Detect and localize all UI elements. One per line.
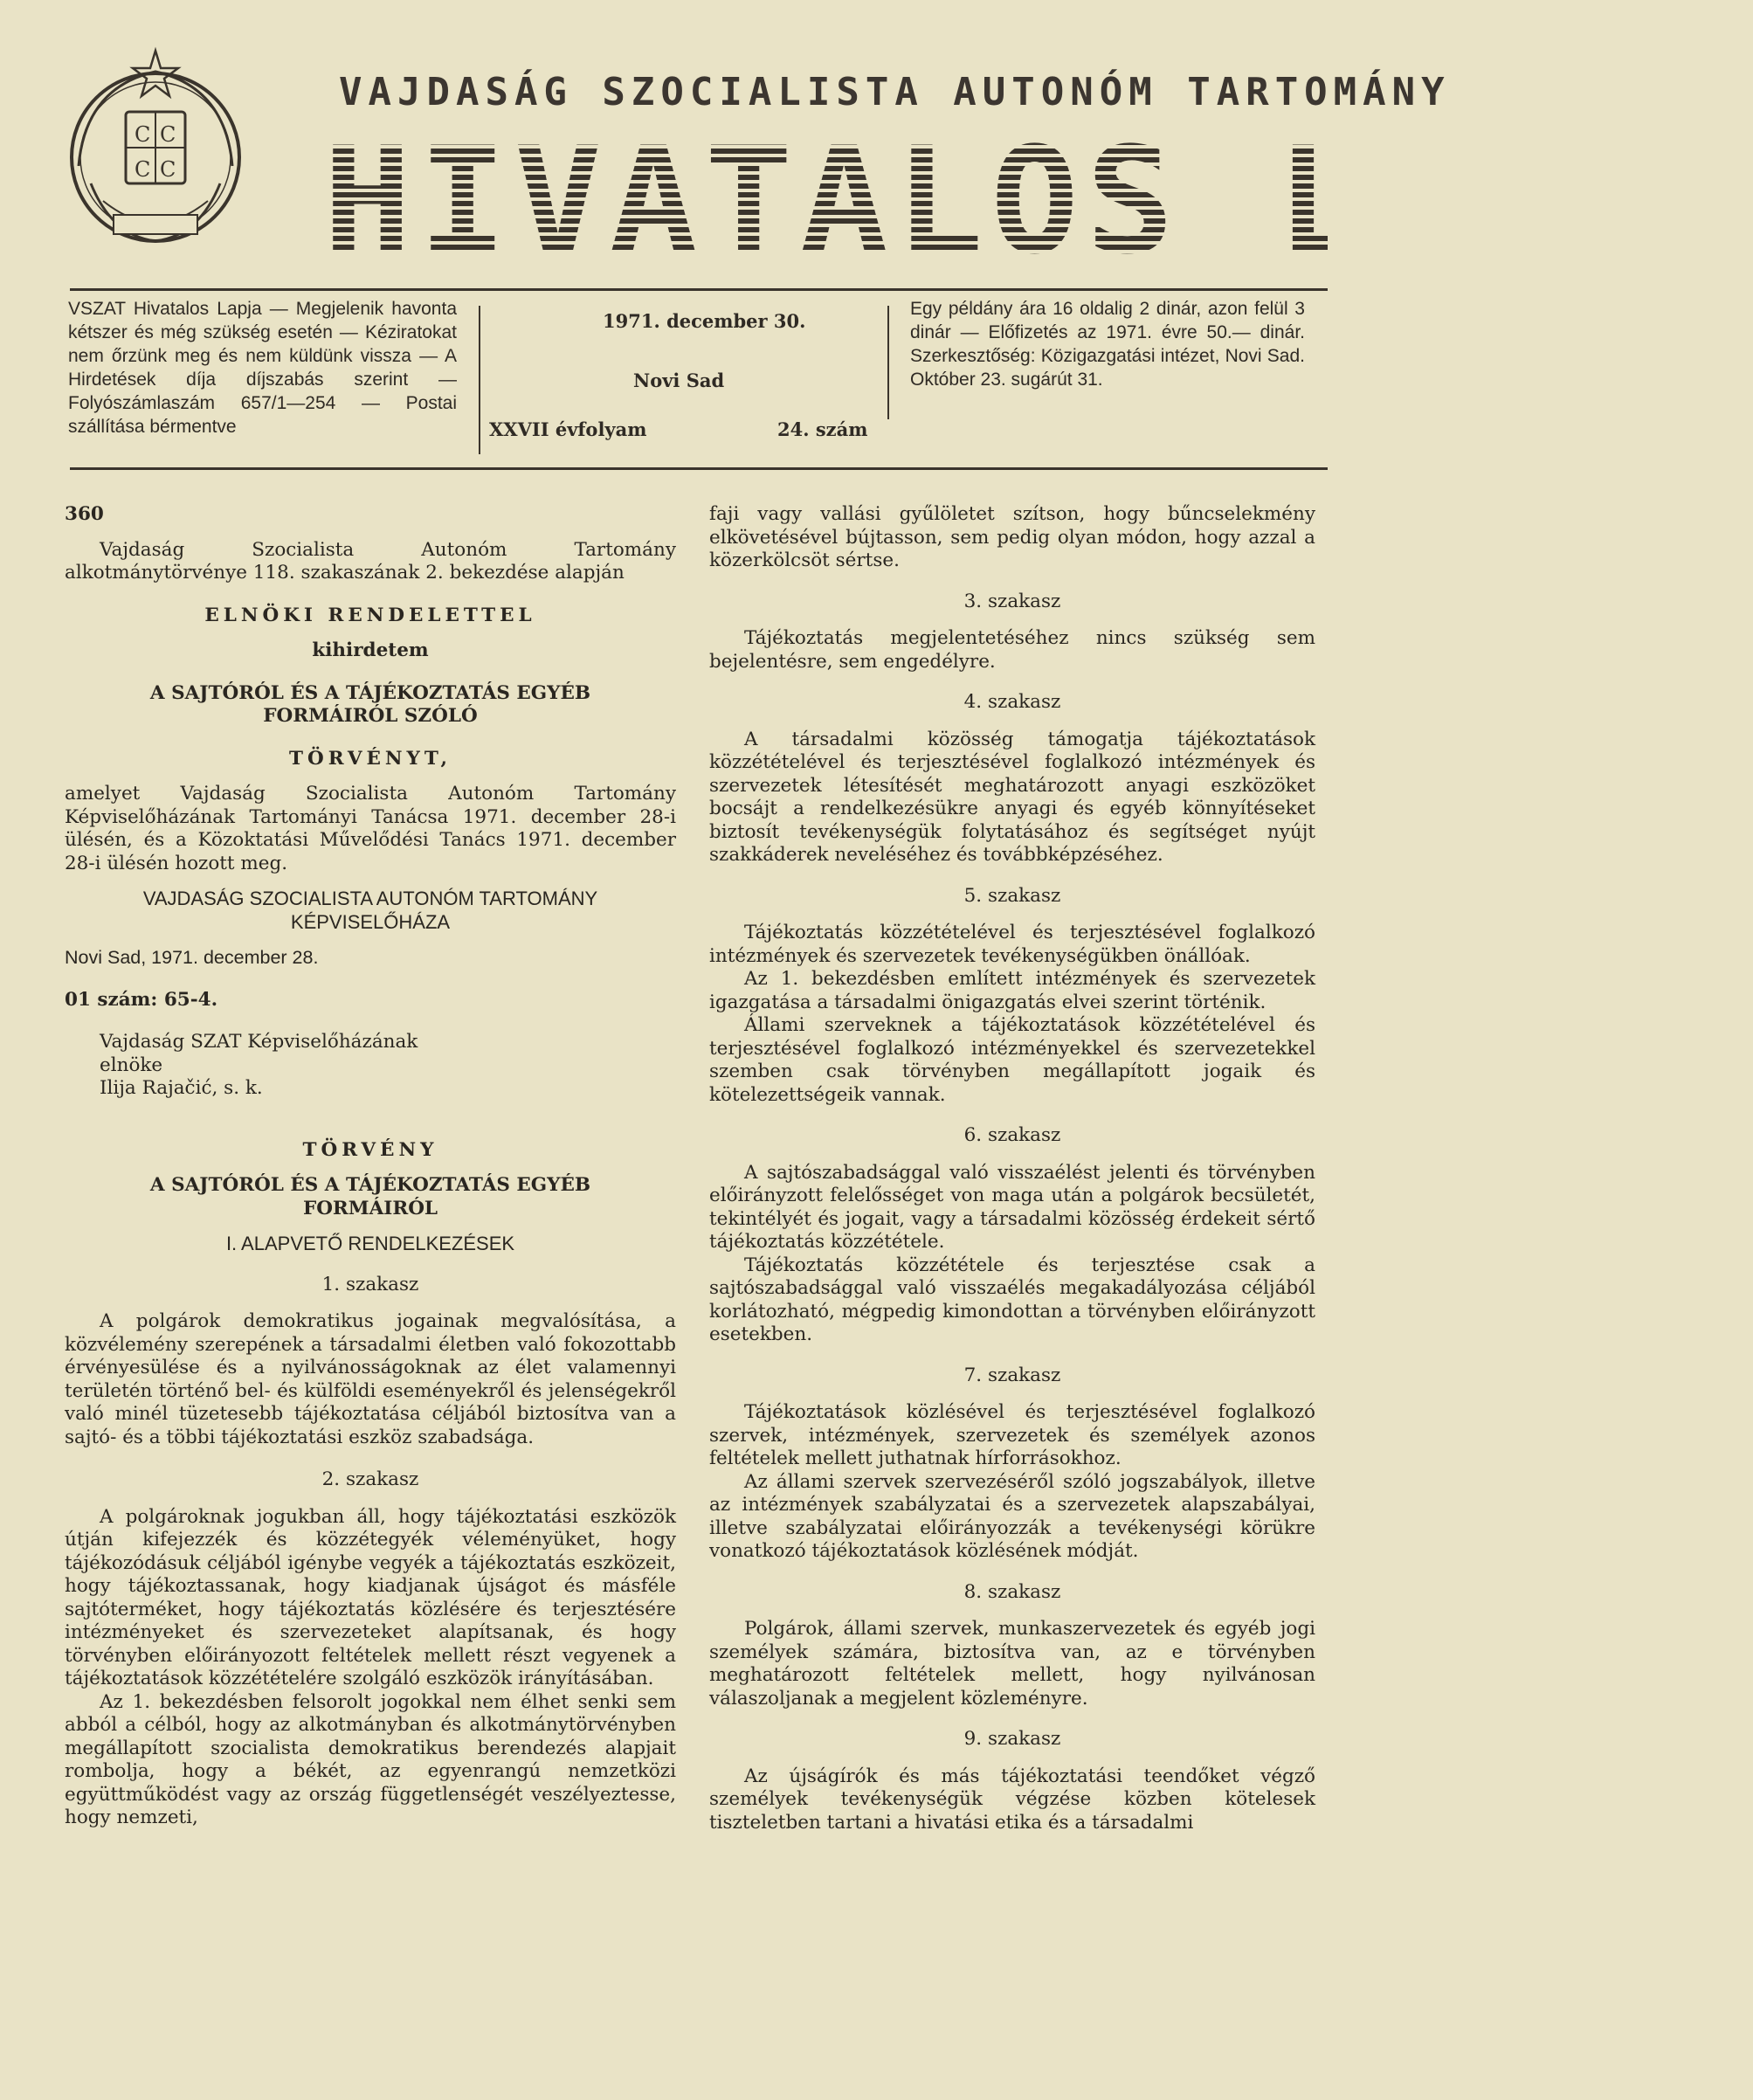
section-9-title: 9. szakasz	[963, 1728, 1061, 1750]
section-3-text: Tájékoztatás megjelentetéséhez nincs szükség sem bejelentésre, sem engedélyre.	[709, 627, 1315, 673]
section-8-title: 8. szakasz	[963, 1580, 1061, 1603]
announce-word: kihirdetem	[312, 639, 429, 661]
section-5-title: 5. szakasz	[963, 884, 1061, 907]
law-title: A SAJTÓRÓL ÉS A TÁJÉKOZTATÁS EGYÉB FORMÁIRÓL SZÓLÓ	[149, 681, 591, 727]
svg-text:C: C	[135, 157, 151, 182]
left-column	[65, 503, 676, 1830]
section-7-text: Az állami szervek szervezéséről szóló jogszabályok, illetve az intézmények szabályzatai és a szervezetek alapszabályai, illetve szabályzatai előirányozzák a tevékenységi körükre vonatkozó tájékoztatások közlésének módját.	[709, 1470, 1315, 1562]
section-5-text: Az 1. bekezdésben említett intézmények és szervezetek igazgatása a társadalmi önigazgatás elvei szerint történik.	[709, 968, 1315, 1013]
masthead-subtitle: VAJDASÁG SZOCIALISTA AUTONÓM TARTOMÁNY	[339, 70, 1451, 114]
section-7-text: Tájékoztatások közlésével és terjesztésével foglalkozó szervek, intézmények, szervezetek és személyek azonos feltételek mellett juthatnak hírforrásokhoz.	[709, 1401, 1315, 1469]
item-number: 360	[65, 503, 104, 525]
right-column	[709, 503, 1315, 1834]
issue-date: 1971. december 30.	[603, 310, 806, 332]
svg-text:C: C	[135, 122, 151, 147]
section-2-title: 2. szakasz	[321, 1468, 419, 1490]
signature-line-2: elnöke	[100, 1053, 163, 1076]
section-3-title: 3. szakasz	[963, 590, 1061, 612]
section-5-text: Állami szerveknek a tájékoztatások közzétételével és terjesztésével foglalkozó intézményekkel és szervezetekkel szemben csak törvényben megállapított jogaik és kötelezettségeik vannak.	[709, 1014, 1315, 1106]
svg-text:C: C	[160, 157, 176, 182]
section-6-title: 6. szakasz	[963, 1124, 1061, 1146]
section-5-text: Tájékoztatás közzétételével és terjesztésével foglalkozó intézmények és szervezetek tevékenységükben önállóak.	[709, 922, 1315, 967]
law-heading: TÖRVÉNY	[302, 1138, 438, 1161]
section-9-text: Az újságírók és más tájékoztatási teendőket végző személyek tevékenységük végzése közben kötelesek tiszteletben tartani a hivatási etika és a társadalmi	[709, 1765, 1315, 1834]
intro-paragraph: Vajdaság Szocialista Autonóm Tartomány alkotmánytörvénye 118. szakaszának 2. bekezdése alapján	[65, 538, 676, 584]
section-6-text: Tájékoztatás közzététele és terjesztése csak a sajtószabadsággal való visszaélés megakadályozása céljából korlátozható, mégpedig kimondottan a törvényben előirányzott esetekben.	[709, 1254, 1315, 1345]
info-divider	[479, 306, 480, 454]
place-date: Novi Sad, 1971. december 28.	[65, 947, 319, 968]
issue-place: Novi Sad	[633, 370, 725, 391]
signature-name: Ilija Rajačić, s. k.	[100, 1077, 263, 1099]
publication-info: VSZAT Hivatalos Lapja — Megjelenik havonta kétszer és még szükség esetén — Kéziratokat nem őrzünk meg és nem küldünk vissza — A Hirdetések díja díjszabás szerint — Folyószámlaszám 657/1—254 — Postai szállítása bérmentve	[68, 299, 457, 437]
section-6-text: A sajtószabadsággal való visszaélést jelenti és törvényben előirányzott felelősséget von maga után a polgárok becsületét, tekintélyét és jogait, vagy a társadalmi közösség érdekeit sértő tájékoztatás közzététele.	[709, 1161, 1315, 1253]
price-info: Egy példány ára 16 oldalig 2 dinár, azon felül 3 dinár — Előfizetés az 1971. évre 50.— dinár. Szerkesztőség: Közigazgatási intézet, Novi Sad. Október 23. sugárút 31.	[910, 299, 1305, 390]
header-rule	[70, 467, 1328, 470]
section-7-title: 7. szakasz	[963, 1364, 1061, 1386]
section-4-title: 4. szakasz	[963, 691, 1061, 713]
section-2-text: Az 1. bekezdésben felsorolt jogokkal nem élhet senki sem abból a célból, hogy az alkotmányban és alkotmánytörvényben megállapított szocialista demokratikus berendezés alapjait rombolja, hogy a békét, az egyenrangú nemzetközi együttműködést vagy az ország függetlenségét veszélyeztesse, hogy nemzeti,	[65, 1690, 676, 1828]
decree-title: ELNÖKI RENDELETTEL	[204, 604, 536, 626]
signature-line-1: Vajdaság SZAT Képviselőházának	[100, 1031, 418, 1053]
chapter-heading: I. ALAPVETŐ RENDELKEZÉSEK	[225, 1233, 515, 1254]
section-4-text: A társadalmi közösség támogatja tájékoztatások közzétételével és terjesztésével foglalkozó intézmények és szervezetek létesítését meghatározott anyagi eszközöket bocsájt a rendelkezésükre anyagi és egyéb könnyítéseket biztosít tevékenységük folytatásához és segítséget nyújt szakkáderek neveléséhez és továbbképzéséhez.	[709, 728, 1315, 866]
issue-number: 24. szám	[777, 418, 868, 440]
masthead-rule	[70, 288, 1328, 291]
section-1-title: 1. szakasz	[321, 1273, 419, 1295]
issue-volume: XXVII évfolyam	[489, 418, 647, 440]
crest-emblem-icon	[59, 35, 321, 280]
adoption-paragraph: amelyet Vajdaság Szocialista Autonóm Tartomány Képviselőházának Tartományi Tanácsa 1971. december 28-i ülésén, és a Közoktatási Művelődési Tanács 1971. december 28-i ülésén hozott meg.	[65, 783, 676, 874]
law-word: TÖRVÉNYT,	[288, 747, 452, 770]
section-2-text: A polgároknak jogukban áll, hogy tájékoztatási eszközök útján kifejezzék és közzétegyék véleményüket, hogy tájékozódásuk céljából igénybe vegyék a tájékoztatás eszközeit, hogy tájékoztassanak, hogy kiadjanak újságot és másféle sajtóterméket, hogy tájékoztatás közlésére és terjesztésére intézményeket és szervezeteket alapítsanak, és hogy törvényben előirányozott feltételek mellett részt vegyenek a tájékoztatások közzétételére szolgáló eszközök irányításában.	[65, 1505, 676, 1689]
section-1-text: A polgárok demokratikus jogainak megvalósítása, a közvélemény szerepének a társadalmi életben való fokozottabb érvényesülése és a nyilvánosságoknak az élet valamennyi területén történő bel- és külföldi eseményekről és jelenségekről való minél tüzetesebb tájékoztatása céljából biztosítva van a sajtó- és a többi tájékoztatási eszköz szabadsága.	[65, 1310, 676, 1448]
info-divider	[887, 306, 889, 419]
masthead-title: HIVATALOS LAPJA	[323, 115, 1753, 287]
reference-number: 01 szám: 65-4.	[65, 988, 218, 1011]
law-subtitle: A SAJTÓRÓL ÉS A TÁJÉKOZTATÁS EGYÉB FORMÁIRÓL	[149, 1174, 591, 1219]
assembly-name: VAJDASÁG SZOCIALISTA AUTONÓM TARTOMÁNY KÉPVISELŐHÁZA	[142, 888, 598, 933]
svg-text:C: C	[160, 122, 176, 147]
section-8-text: Polgárok, állami szervek, munkaszervezetek és egyéb jogi személyek számára, biztosítva van, az e törvényben meghatározott feltételek mellett, hogy nyilvánosan válaszoljanak a megjelent közleményre.	[709, 1618, 1315, 1710]
continuation-paragraph: faji vagy vallási gyűlöletet szítson, hogy bűncselekmény elkövetésével bújtasson, sem pedig olyan módon, hogy azzal a közerkölcsöt sértse.	[709, 503, 1315, 571]
